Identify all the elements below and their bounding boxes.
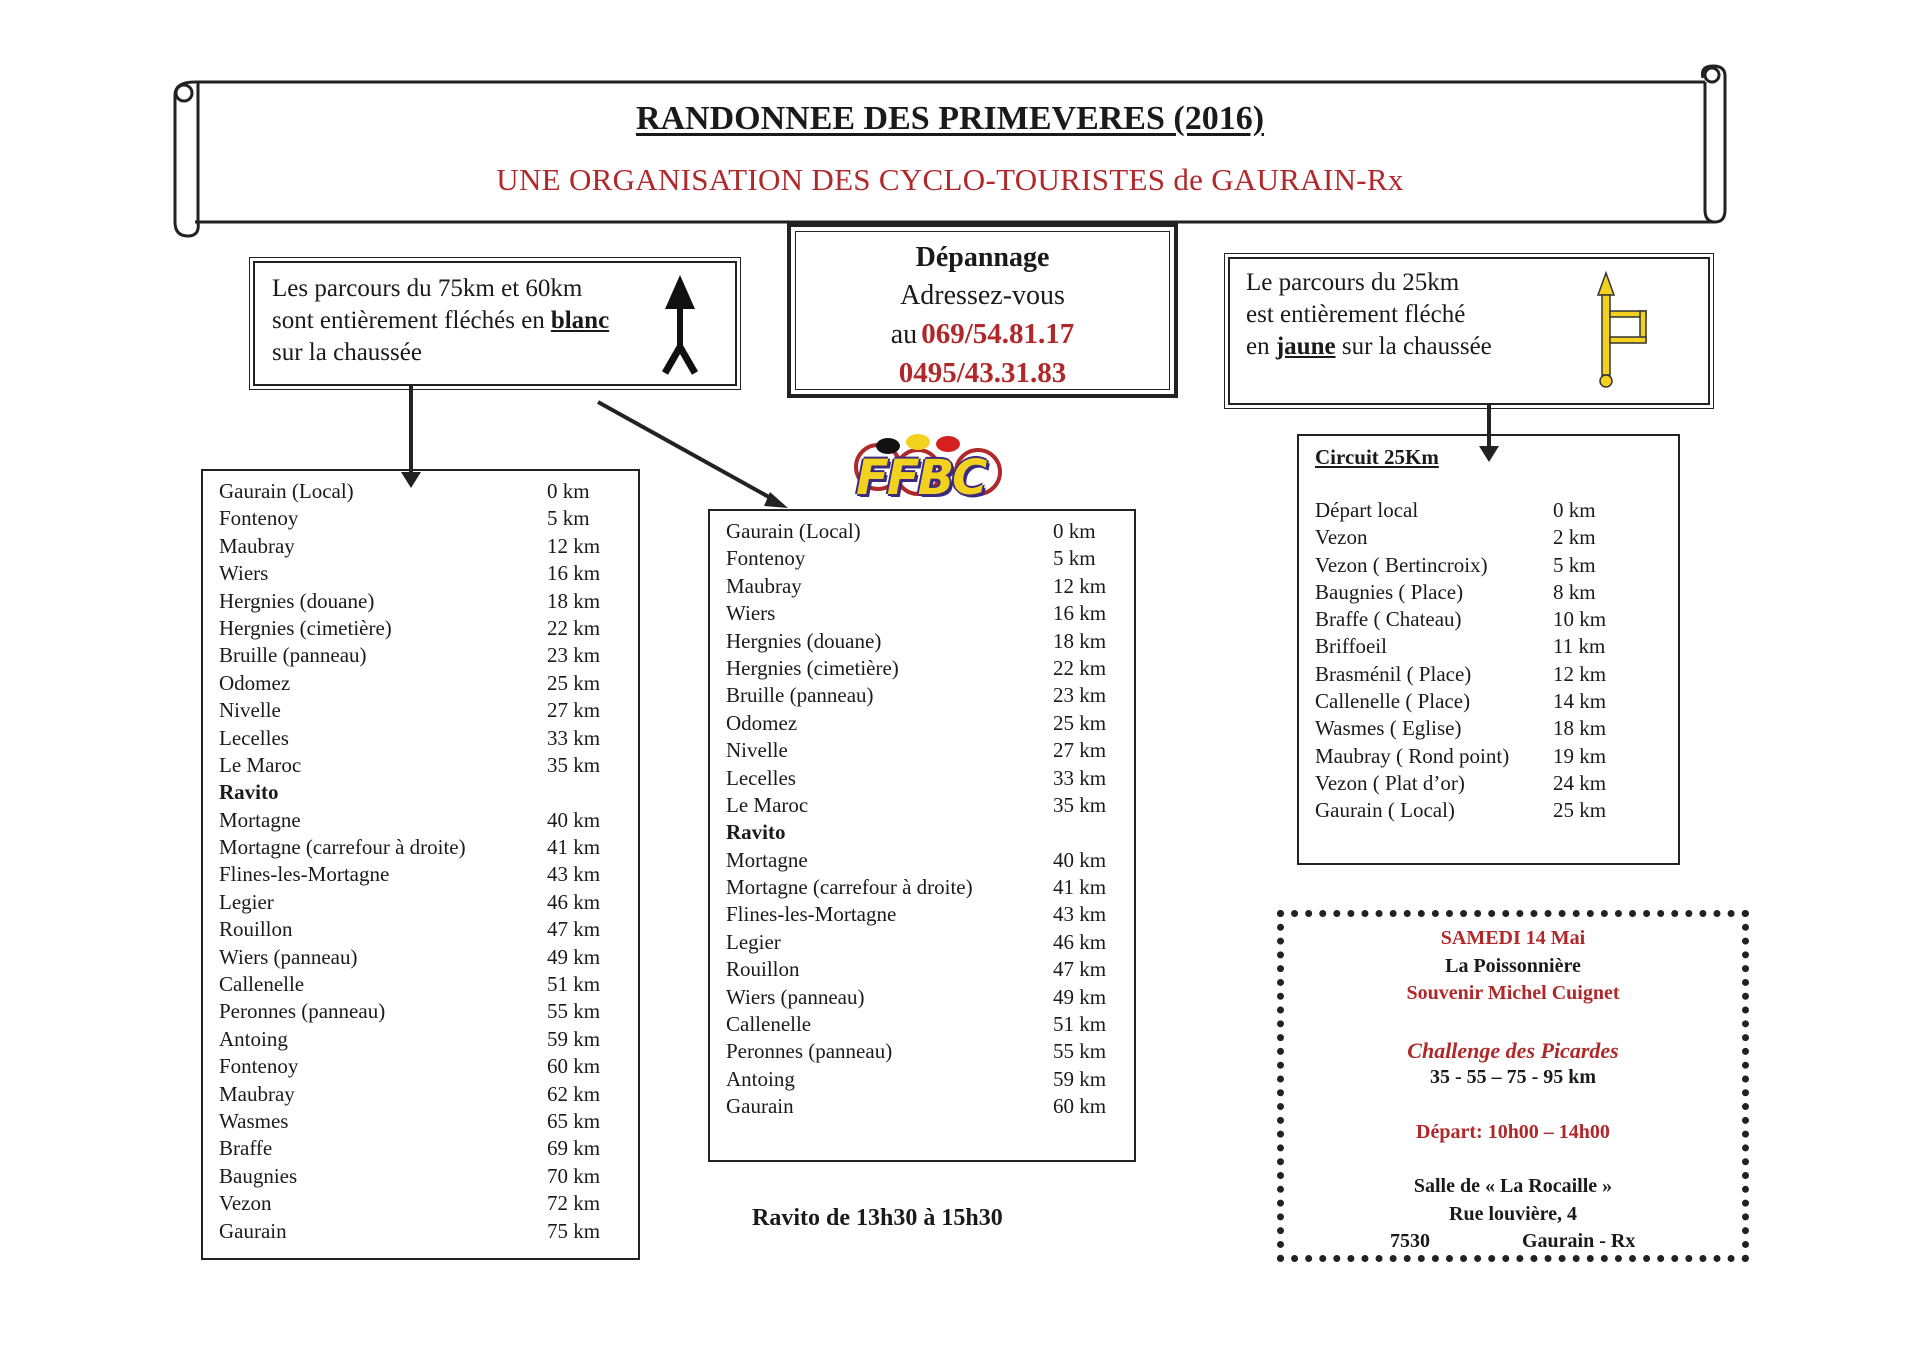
circuit-stop-distance: 18 km xyxy=(1553,716,1607,741)
route-stop-distance: 5 km xyxy=(547,506,590,531)
route-stop-distance: 46 km xyxy=(547,889,601,914)
route-row xyxy=(219,1053,619,1080)
event-souvenir: Souvenir Michel Cuignet xyxy=(1406,982,1620,1004)
route-row xyxy=(219,1108,619,1135)
route-stop-name: Baugnies xyxy=(219,1163,298,1188)
route-row xyxy=(726,1011,1116,1038)
route-stop-name: Wiers xyxy=(219,561,269,586)
circuit-25-row xyxy=(1315,633,1665,660)
route-row xyxy=(726,1038,1116,1065)
phone-number-1: 069/54.81.17 xyxy=(921,318,1075,350)
note-75-60-color: blanc xyxy=(550,307,610,334)
route-row xyxy=(219,615,619,642)
circuit-25-row xyxy=(1315,552,1665,579)
route-60-table xyxy=(708,509,1136,1162)
route-stop-name: Legier xyxy=(219,889,274,914)
event-name: La Poissonnière xyxy=(1445,954,1581,977)
route-row xyxy=(219,697,619,724)
route-stop-name: Wiers xyxy=(726,601,776,626)
route-row xyxy=(726,984,1116,1011)
route-stop-name: Peronnes (panneau) xyxy=(726,1039,893,1064)
circuit-stop-distance: 12 km xyxy=(1553,661,1607,686)
route-row xyxy=(726,901,1116,928)
route-stop-name: Maubray xyxy=(219,533,295,558)
route-stop-distance: 43 km xyxy=(547,862,601,887)
route-stop-name: Odomez xyxy=(726,710,798,735)
circuit-25-row xyxy=(1315,497,1665,524)
route-stop-name: Maubray xyxy=(219,1081,295,1106)
ffbc-logo xyxy=(838,432,1018,512)
route-stop-distance: 46 km xyxy=(1053,929,1107,954)
circuit-25-title: Circuit 25Km xyxy=(1315,445,1439,469)
route-stop-distance: 33 km xyxy=(547,725,601,750)
route-stop-distance: 27 km xyxy=(547,698,601,723)
depannage-au: au xyxy=(890,319,918,350)
note-25-color: jaune xyxy=(1275,333,1336,360)
circuit-25-row xyxy=(1315,606,1665,633)
route-stop-distance: 16 km xyxy=(547,561,601,586)
route-stop-distance: 12 km xyxy=(547,533,601,558)
route-stop-name: Gaurain xyxy=(726,1094,794,1119)
route-row xyxy=(726,518,1116,545)
route-row xyxy=(219,998,619,1025)
circuit-stop-distance: 14 km xyxy=(1553,689,1607,714)
event-box xyxy=(1277,910,1749,1262)
circuit-25-row xyxy=(1315,770,1665,797)
route-row xyxy=(726,1066,1116,1093)
route-stop-distance: 69 km xyxy=(547,1136,601,1161)
event-depart: Départ: 10h00 – 14h00 xyxy=(1416,1120,1610,1143)
logo-text: FFBC xyxy=(856,450,986,506)
route-row xyxy=(726,628,1116,655)
route-stop-distance: 35 km xyxy=(1053,792,1107,817)
route-stop-name: Callenelle xyxy=(219,972,305,997)
route-stop-name: Fontenoy xyxy=(219,1054,299,1079)
event-postcode: 7530 xyxy=(1390,1230,1430,1252)
event-distances: 35 - 55 – 75 - 95 km xyxy=(1429,1066,1597,1088)
route-stop-name: Gaurain xyxy=(219,1218,287,1243)
route-stop-name: Mortagne (carrefour à droite) xyxy=(219,835,466,860)
route-row xyxy=(219,1163,619,1190)
route-stop-name: Mortagne xyxy=(219,807,301,832)
route-row xyxy=(726,956,1116,983)
route-stop-distance: 49 km xyxy=(1053,984,1107,1009)
route-stop-distance: 51 km xyxy=(1053,1012,1107,1037)
route-row xyxy=(219,834,619,861)
route-row xyxy=(219,478,619,505)
route-stop-name: Callenelle xyxy=(726,1012,812,1037)
route-row xyxy=(219,670,619,697)
circuit-stop-distance: 8 km xyxy=(1553,579,1596,604)
route-row xyxy=(219,725,619,752)
route-row xyxy=(726,737,1116,764)
route-stop-name: Rouillon xyxy=(726,957,800,982)
route-stop-distance: 22 km xyxy=(1053,655,1107,680)
circuit-25-row xyxy=(1315,715,1665,742)
circuit-stop-distance: 11 km xyxy=(1553,634,1606,659)
phone-number-2: 0495/43.31.83 xyxy=(898,357,1067,389)
route-stop-distance: 60 km xyxy=(1053,1094,1107,1119)
route-stop-distance: 47 km xyxy=(1053,957,1107,982)
route-stop-name: Bruille (panneau) xyxy=(219,643,367,668)
route-stop-name: Antoing xyxy=(726,1066,795,1091)
circuit-25-table xyxy=(1297,434,1680,865)
route-stop-distance: 70 km xyxy=(547,1163,601,1188)
circuit-stop-name: Départ local xyxy=(1315,498,1419,522)
route-stop-distance: 5 km xyxy=(1053,546,1096,571)
route-stop-name: Mortagne (carrefour à droite) xyxy=(726,875,973,900)
event-salle: Salle de « La Rocaille » xyxy=(1413,1175,1613,1197)
route-row xyxy=(726,765,1116,792)
route-stop-name: Hergnies (douane) xyxy=(219,588,375,613)
route-row xyxy=(219,1081,619,1108)
route-stop-name: Peronnes (panneau) xyxy=(219,999,386,1024)
circuit-25-row xyxy=(1315,797,1665,824)
page-title: RANDONNEE DES PRIMEVERES (2016) xyxy=(635,100,1265,137)
event-rue: Rue louvière, 4 xyxy=(1449,1202,1577,1225)
route-row xyxy=(726,710,1116,737)
route-stop-distance: 18 km xyxy=(547,588,601,613)
route-stop-name: Antoing xyxy=(219,1026,288,1051)
route-stop-distance: 47 km xyxy=(547,917,601,942)
route-row xyxy=(219,1190,619,1217)
route-stop-name: Fontenoy xyxy=(219,506,299,531)
route-stop-name: Maubray xyxy=(726,573,802,598)
route-row xyxy=(219,1026,619,1053)
route-stop-distance: 22 km xyxy=(547,615,601,640)
route-stop-name: Braffe xyxy=(219,1136,273,1161)
route-row xyxy=(219,505,619,532)
route-stop-name: Hergnies (cimetière) xyxy=(219,615,392,640)
circuit-25-row xyxy=(1315,743,1665,770)
route-row xyxy=(219,560,619,587)
route-row xyxy=(219,861,619,888)
route-row xyxy=(219,1135,619,1162)
route-stop-name: Gaurain (Local) xyxy=(219,479,354,503)
circuit-25-row xyxy=(1315,661,1665,688)
circuit-stop-distance: 2 km xyxy=(1553,525,1596,550)
event-challenge: Challenge des Picardes xyxy=(1407,1037,1619,1063)
route-stop-name: Lecelles xyxy=(726,765,796,790)
route-stop-name: Mortagne xyxy=(726,847,808,872)
route-row xyxy=(219,752,619,779)
route-stop-distance: 0 km xyxy=(1053,519,1096,543)
depannage-subtitle: Adressez-vous xyxy=(900,280,1065,311)
circuit-stop-name: Brasménil ( Place) xyxy=(1315,661,1472,686)
route-stop-name: Ravito xyxy=(219,780,279,805)
circuit-stop-name: Braffe ( Chateau) xyxy=(1315,607,1462,632)
route-stop-distance: 41 km xyxy=(547,835,601,860)
route-stop-distance: 43 km xyxy=(1053,902,1107,927)
route-row xyxy=(219,889,619,916)
route-row xyxy=(219,971,619,998)
route-stop-distance: 49 km xyxy=(547,944,601,969)
circuit-25-row xyxy=(1315,688,1665,715)
route-stop-name: Lecelles xyxy=(219,725,289,750)
route-stop-distance: 41 km xyxy=(1053,875,1107,900)
route-stop-name: Nivelle xyxy=(219,698,281,723)
circuit-stop-name: Vezon ( Plat d’or) xyxy=(1315,770,1465,795)
ravito-row xyxy=(219,779,619,806)
route-stop-distance: 59 km xyxy=(547,1026,601,1051)
route-stop-name: Flines-les-Mortagne xyxy=(726,902,897,927)
route-stop-name: Le Maroc xyxy=(219,752,302,777)
circuit-stop-name: Vezon ( Bertincroix) xyxy=(1315,552,1488,577)
circuit-stop-name: Maubray ( Rond point) xyxy=(1315,743,1510,768)
route-stop-name: Le Maroc xyxy=(726,792,809,817)
route-stop-distance: 0 km xyxy=(547,479,590,503)
event-city: Gaurain - Rx xyxy=(1522,1230,1636,1252)
route-row xyxy=(219,588,619,615)
route-stop-name: Rouillon xyxy=(219,917,293,942)
route-stop-name: Wiers (panneau) xyxy=(219,944,358,969)
route-stop-distance: 62 km xyxy=(547,1081,601,1106)
circuit-stop-name: Callenelle ( Place) xyxy=(1315,689,1471,714)
route-stop-name: Flines-les-Mortagne xyxy=(219,862,390,887)
circuit-25-row xyxy=(1315,579,1665,606)
route-stop-distance: 40 km xyxy=(1053,847,1107,872)
event-date: SAMEDI 14 Mai xyxy=(1440,927,1586,949)
route-row xyxy=(219,1218,619,1245)
route-stop-distance: 40 km xyxy=(547,807,601,832)
route-row xyxy=(219,533,619,560)
route-stop-name: Wasmes xyxy=(219,1108,289,1133)
route-row xyxy=(726,1093,1116,1120)
circuit-stop-distance: 19 km xyxy=(1553,743,1607,768)
depannage-title: Dépannage xyxy=(915,242,1050,273)
route-stop-distance: 72 km xyxy=(547,1191,601,1216)
route-stop-distance: 55 km xyxy=(547,999,601,1024)
ravito-time: Ravito de 13h30 à 15h30 xyxy=(752,1205,1003,1231)
route-row xyxy=(726,847,1116,874)
route-row xyxy=(726,682,1116,709)
route-stop-distance: 60 km xyxy=(547,1054,601,1079)
route-stop-distance: 33 km xyxy=(1053,765,1107,790)
circuit-stop-name: Baugnies ( Place) xyxy=(1315,579,1464,604)
ravito-row xyxy=(726,819,1116,846)
note-25-line1: Le parcours du 25km xyxy=(1246,269,1460,296)
route-stop-name: Hergnies (douane) xyxy=(726,628,882,653)
route-stop-name: Fontenoy xyxy=(726,546,806,571)
route-row xyxy=(219,807,619,834)
route-row xyxy=(726,573,1116,600)
route-stop-distance: 27 km xyxy=(1053,738,1107,763)
route-stop-name: Ravito xyxy=(726,820,786,845)
note-75-60-line2: sont entièrement fléchés en xyxy=(272,307,545,334)
route-row xyxy=(726,655,1116,682)
route-stop-distance: 65 km xyxy=(547,1108,601,1133)
route-row xyxy=(726,929,1116,956)
route-stop-distance: 75 km xyxy=(547,1218,601,1243)
route-stop-distance: 51 km xyxy=(547,972,601,997)
route-stop-distance: 16 km xyxy=(1053,601,1107,626)
route-stop-distance: 35 km xyxy=(547,752,601,777)
route-stop-name: Vezon xyxy=(219,1191,272,1216)
circuit-stop-distance: 25 km xyxy=(1553,798,1607,823)
route-75-table xyxy=(201,469,640,1260)
route-stop-distance: 23 km xyxy=(1053,683,1107,708)
route-stop-distance: 55 km xyxy=(1053,1039,1107,1064)
route-stop-distance: 25 km xyxy=(547,670,601,695)
circuit-stop-distance: 24 km xyxy=(1553,770,1607,795)
note-25-line3-pre: en xyxy=(1246,333,1270,360)
route-row xyxy=(219,642,619,669)
route-stop-distance: 12 km xyxy=(1053,573,1107,598)
circuit-stop-name: Briffoeil xyxy=(1315,634,1387,659)
route-stop-distance: 23 km xyxy=(547,643,601,668)
route-row xyxy=(726,792,1116,819)
route-stop-name: Bruille (panneau) xyxy=(726,683,874,708)
route-stop-name: Legier xyxy=(726,929,781,954)
note-75-60-line1: Les parcours du 75km et 60km xyxy=(272,275,583,302)
route-stop-distance: 59 km xyxy=(1053,1066,1107,1091)
circuit-stop-distance: 0 km xyxy=(1553,498,1596,522)
circuit-stop-name: Vezon xyxy=(1315,525,1368,550)
circuit-stop-name: Gaurain ( Local) xyxy=(1315,798,1455,823)
note-75-60-line3: sur la chaussée xyxy=(272,339,422,366)
route-row xyxy=(726,874,1116,901)
route-row xyxy=(219,916,619,943)
route-stop-distance: 18 km xyxy=(1053,628,1107,653)
route-stop-name: Nivelle xyxy=(726,738,788,763)
circuit-stop-name: Wasmes ( Eglise) xyxy=(1315,716,1462,741)
route-row xyxy=(726,600,1116,627)
note-25-line2: est entièrement fléché xyxy=(1246,301,1466,328)
circuit-stop-distance: 5 km xyxy=(1553,552,1596,577)
route-stop-name: Wiers (panneau) xyxy=(726,984,865,1009)
page-subtitle: UNE ORGANISATION DES CYCLO-TOURISTES de GAURAIN-Rx xyxy=(496,162,1404,197)
route-stop-distance: 25 km xyxy=(1053,710,1107,735)
route-stop-name: Gaurain (Local) xyxy=(726,519,861,543)
route-stop-name: Odomez xyxy=(219,670,291,695)
route-row xyxy=(726,545,1116,572)
note-25-line3-post: sur la chaussée xyxy=(1341,333,1492,360)
circuit-stop-distance: 10 km xyxy=(1553,607,1607,632)
circuit-25-row xyxy=(1315,524,1665,551)
route-row xyxy=(219,944,619,971)
route-stop-name: Hergnies (cimetière) xyxy=(726,655,899,680)
